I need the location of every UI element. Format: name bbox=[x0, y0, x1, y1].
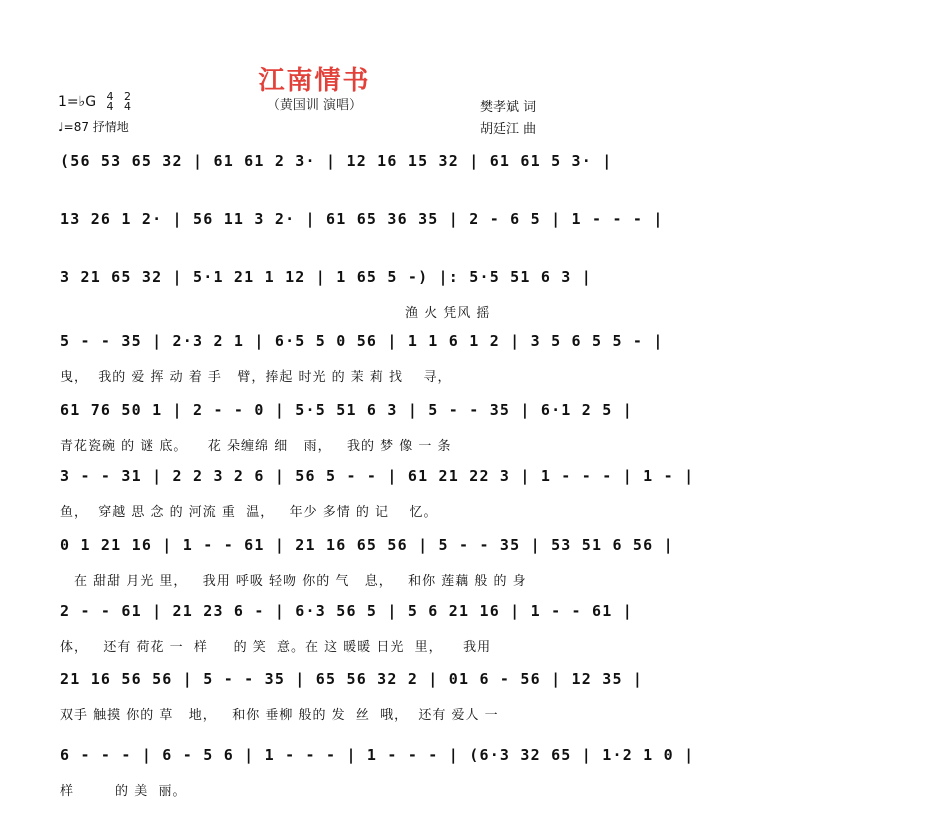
key-signature bbox=[58, 92, 131, 112]
lyricist-credit: 樊孝斌 词 bbox=[480, 100, 537, 115]
notation-line: 3 21 65 32 | 5·1 21 1 12 | 1 65 5 -) |: 5·5 51 6 3 | bbox=[60, 268, 592, 286]
notation-line: (56 53 65 32 | 61 61 2 3· | 12 16 15 32 | 61 61 5 3· | bbox=[60, 152, 613, 170]
lyric-line: 双手 触摸 你的 草 地， 和你 垂柳 般的 发 丝 哦， 还有 爱人 一 bbox=[60, 708, 499, 723]
lyric-line: 曳， 我的 爱 挥 动 着 手 臂，捧起 时光 的 茉 莉 找 寻， bbox=[60, 370, 452, 385]
key-label: 1=♭G bbox=[58, 94, 97, 110]
performer-note: （黄国训 演唱） bbox=[266, 98, 363, 113]
time-sig-2-4-bottom: 4 bbox=[124, 100, 131, 113]
time-sig-4-4-top: 4 bbox=[106, 90, 114, 103]
notation-line: 61 76 50 1 | 2 - - 0 | 5·5 51 6 3 | 5 - - 35 | 6·1 2 5 | bbox=[60, 401, 633, 419]
time-sig-4-4-bottom: 4 bbox=[106, 100, 114, 113]
time-signature-4-4 bbox=[107, 92, 114, 112]
notation-line: 21 16 56 56 | 5 - - 35 | 65 56 32 2 | 01 6 - 56 | 12 35 | bbox=[60, 670, 644, 688]
lyric-line: 渔 火 凭风 摇 bbox=[405, 306, 491, 321]
lyric-line: 体， 还有 荷花 一 样 的 笑 意。在 这 暖暖 日光 里， 我用 bbox=[60, 640, 492, 655]
tempo-marking: ♩=87 抒情地 bbox=[58, 120, 129, 134]
composer-credit: 胡廷江 曲 bbox=[480, 122, 537, 137]
lyric-line: 青花瓷碗 的 谜 底。 花 朵缠绵 细 雨， 我的 梦 像 一 条 bbox=[60, 439, 452, 454]
lyric-line: 样 的 美 丽。 bbox=[60, 784, 187, 799]
song-title: 江南情书 bbox=[258, 66, 371, 96]
notation-line: 13 26 1 2· | 56 11 3 2· | 61 65 36 35 | 2 - 6 5 | 1 - - - | bbox=[60, 210, 664, 228]
notation-line: 6 - - - | 6 - 5 6 | 1 - - - | 1 - - - | (6·3 32 65 | 1·2 1 0 | bbox=[60, 746, 695, 764]
time-signature-2-4 bbox=[124, 92, 131, 112]
notation-line: 0 1 21 16 | 1 - - 61 | 21 16 65 56 | 5 - - 35 | 53 51 6 56 | bbox=[60, 536, 674, 554]
notation-line: 5 - - 35 | 2·3 2 1 | 6·5 5 0 56 | 1 1 6 1 2 | 3 5 6 5 5 - | bbox=[60, 332, 664, 350]
notation-line: 3 - - 31 | 2 2 3 2 6 | 56 5 - - | 61 21 22 3 | 1 - - - | 1 - | bbox=[60, 467, 695, 485]
lyric-line: 鱼， 穿越 思 念 的 河流 重 温， 年少 多情 的 记 忆。 bbox=[60, 505, 438, 520]
lyric-line: 在 甜甜 月光 里， 我用 呼吸 轻吻 你的 气 息， 和你 莲藕 般 的 身 bbox=[74, 574, 527, 589]
time-sig-2-4-top: 2 bbox=[124, 90, 131, 103]
notation-line: 2 - - 61 | 21 23 6 - | 6·3 56 5 | 5 6 21 16 | 1 - - 61 | bbox=[60, 602, 633, 620]
